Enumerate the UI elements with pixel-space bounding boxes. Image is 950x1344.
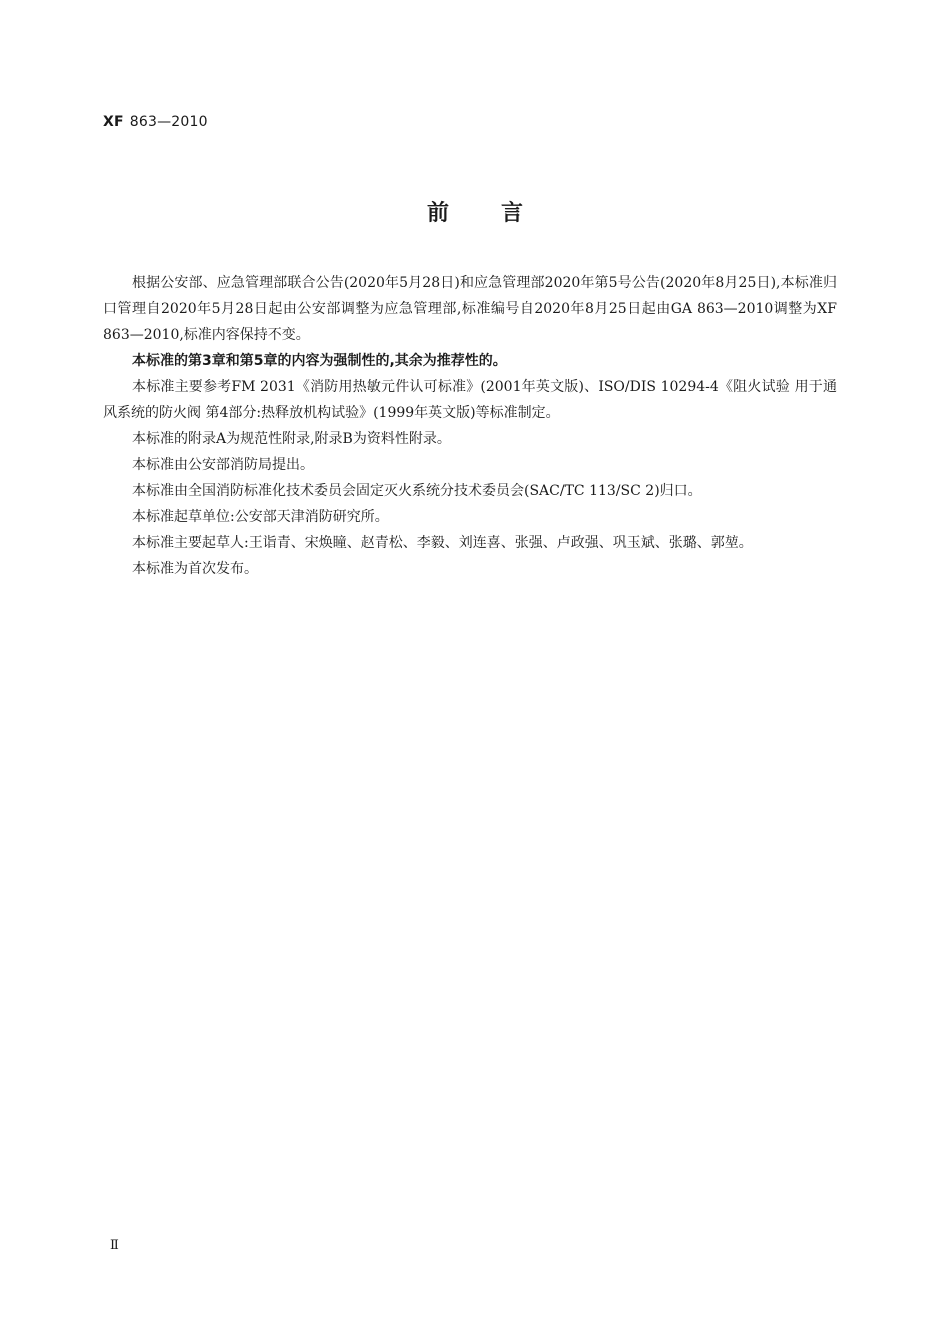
page-title: 前言 [426, 201, 575, 226]
paragraph-drafters: 本标准主要起草人:王诣青、宋焕瞳、赵青松、李毅、刘连喜、张强、卢政强、巩玉斌、张璐、郭堃。 [132, 535, 753, 551]
page-number: Ⅱ [110, 1238, 119, 1253]
standard-code-prefix: XF [103, 114, 124, 130]
paragraph-publication-notice: 根据公安部、应急管理部联合公告(2020年5月28日)和应急管理部2020年第5号公告(2020年8月25日),本标准归口管理自2020年5月28日起由公安部调整为应急管理部,标准编号自2020年8月25日起由GA 863—2010调整为XF 863—2010,标准内容保持不变。 [103, 275, 837, 343]
paragraph-drafting-unit: 本标准起草单位:公安部天津消防研究所。 [132, 509, 389, 525]
foreword-body [103, 270, 837, 582]
standard-code-number: 863—2010 [129, 114, 208, 130]
paragraph-references: 本标准主要参考FM 2031《消防用热敏元件认可标准》(2001年英文版)、ISO/DIS 10294-4《阻火试验 用于通风系统的防火阀 第4部分:热释放机构试验》(1999年英文版)等标准制定。 [103, 379, 837, 421]
paragraph-annexes: 本标准的附录A为规范性附录,附录B为资料性附录。 [132, 431, 451, 447]
standard-code [103, 114, 208, 130]
paragraph-first-release: 本标准为首次发布。 [132, 561, 258, 577]
paragraph-technical-committee: 本标准由全国消防标准化技术委员会固定灭火系统分技术委员会(SAC/TC 113/SC 2)归口。 [132, 483, 702, 499]
paragraph-mandatory-clauses: 本标准的第3章和第5章的内容为强制性的,其余为推荐性的。 [132, 353, 507, 369]
paragraph-proposer: 本标准由公安部消防局提出。 [132, 457, 314, 473]
